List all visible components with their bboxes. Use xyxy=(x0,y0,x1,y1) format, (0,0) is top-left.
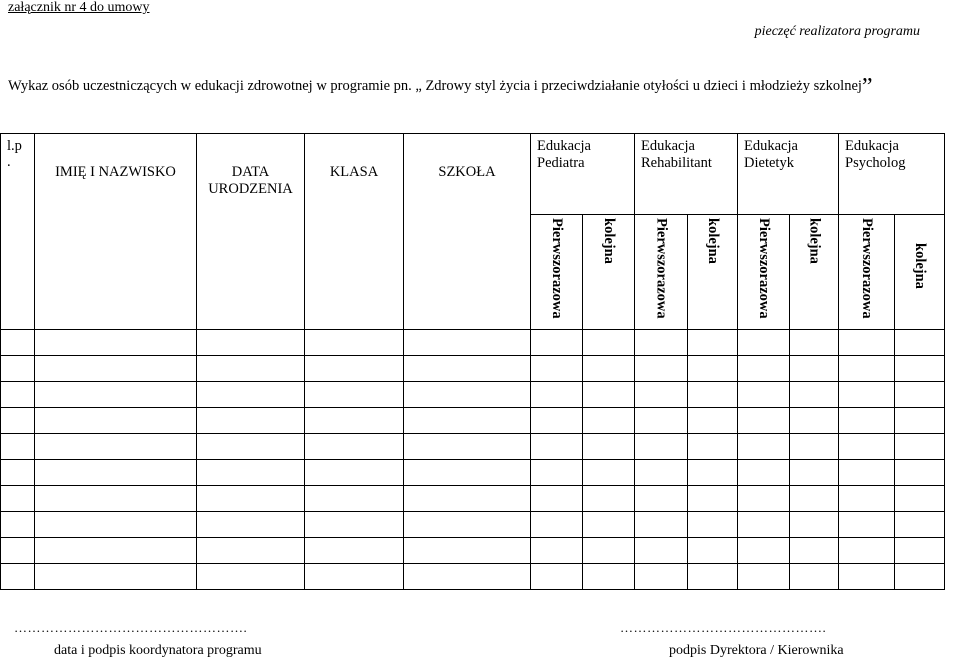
coordinator-signature-line: ……………………………………………. xyxy=(14,620,248,635)
table-cell[interactable] xyxy=(688,512,738,538)
table-cell[interactable] xyxy=(790,356,839,382)
table-cell[interactable] xyxy=(583,538,635,564)
table-cell[interactable] xyxy=(688,460,738,486)
edu-line2: Pediatra xyxy=(537,155,585,171)
sub-first-rehabilitant xyxy=(635,215,688,330)
edu-line1: Edukacja xyxy=(641,138,695,154)
table-cell[interactable] xyxy=(583,408,635,434)
table-cell[interactable] xyxy=(404,512,531,538)
table-cell[interactable] xyxy=(790,382,839,408)
title-close-quote: ” xyxy=(861,74,873,100)
header-name xyxy=(35,134,197,330)
table-cell[interactable] xyxy=(404,330,531,356)
header-school-text: SZKOŁA xyxy=(438,164,496,180)
table-cell[interactable] xyxy=(305,408,404,434)
table-cell[interactable] xyxy=(197,512,305,538)
table-cell[interactable] xyxy=(305,460,404,486)
table-cell[interactable] xyxy=(305,434,404,460)
table-cell[interactable] xyxy=(688,382,738,408)
header-lp-line1: l.p xyxy=(7,138,22,154)
edu-line1: Edukacja xyxy=(537,138,591,154)
table-cell[interactable] xyxy=(738,564,790,590)
table-cell[interactable] xyxy=(738,408,790,434)
header-dob xyxy=(197,134,305,330)
table-cell[interactable] xyxy=(197,564,305,590)
stamp-label: pieczęć realizatora programu xyxy=(754,24,920,39)
table-cell[interactable] xyxy=(895,408,945,434)
coordinator-signature-label: data i podpis koordynatora programu xyxy=(54,643,262,658)
table-row xyxy=(1,564,945,590)
table-cell[interactable] xyxy=(839,460,895,486)
table-cell[interactable] xyxy=(35,434,197,460)
table-row xyxy=(1,330,945,356)
table-cell[interactable] xyxy=(35,408,197,434)
table-cell[interactable] xyxy=(1,408,35,434)
header-row xyxy=(1,134,945,215)
header-edu-dietetyk xyxy=(738,134,839,215)
table-cell[interactable] xyxy=(197,356,305,382)
table-cell[interactable] xyxy=(738,512,790,538)
table-cell[interactable] xyxy=(583,486,635,512)
table-row xyxy=(1,408,945,434)
table-cell[interactable] xyxy=(635,356,688,382)
table-cell[interactable] xyxy=(1,460,35,486)
table-cell[interactable] xyxy=(738,460,790,486)
table-cell[interactable] xyxy=(1,486,35,512)
edu-line2: Psycholog xyxy=(845,155,906,171)
table-cell[interactable] xyxy=(738,538,790,564)
sub-first-pediatra xyxy=(531,215,583,330)
table-cell[interactable] xyxy=(197,434,305,460)
table-cell[interactable] xyxy=(197,486,305,512)
header-name-text: IMIĘ I NAZWISKO xyxy=(55,164,176,180)
table-cell[interactable] xyxy=(688,356,738,382)
table-cell[interactable] xyxy=(688,330,738,356)
table-cell[interactable] xyxy=(839,382,895,408)
table-cell[interactable] xyxy=(197,330,305,356)
table-cell[interactable] xyxy=(583,460,635,486)
table-cell[interactable] xyxy=(790,434,839,460)
table-cell[interactable] xyxy=(839,330,895,356)
table-cell[interactable] xyxy=(35,330,197,356)
table-cell[interactable] xyxy=(635,486,688,512)
participants-table xyxy=(0,133,945,590)
table-cell[interactable] xyxy=(738,382,790,408)
table-cell[interactable] xyxy=(35,512,197,538)
edu-line2: Rehabilitant xyxy=(641,155,712,171)
table-cell[interactable] xyxy=(404,460,531,486)
header-edu-pediatra xyxy=(531,134,635,215)
sub-first-label: Pierwszorazowa xyxy=(549,218,565,319)
table-cell[interactable] xyxy=(635,408,688,434)
table-cell[interactable] xyxy=(738,434,790,460)
header-dob-line1: DATA xyxy=(231,164,270,180)
edu-line2: Dietetyk xyxy=(744,155,794,171)
table-cell[interactable] xyxy=(688,486,738,512)
table-cell[interactable] xyxy=(583,330,635,356)
director-signature-line: ………………………………………. xyxy=(620,620,827,635)
table-cell[interactable] xyxy=(688,408,738,434)
table-cell[interactable] xyxy=(305,382,404,408)
header-edu-rehabilitant xyxy=(635,134,738,215)
table-cell[interactable] xyxy=(531,434,583,460)
table-cell[interactable] xyxy=(35,486,197,512)
table-cell[interactable] xyxy=(531,330,583,356)
table-cell[interactable] xyxy=(583,512,635,538)
table-row xyxy=(1,460,945,486)
table-cell[interactable] xyxy=(839,538,895,564)
header-edu-psycholog xyxy=(839,134,945,215)
table-cell[interactable] xyxy=(305,564,404,590)
title-prefix: Wykaz osób uczestniczących w edukacji zdrowotnej w programie pn. xyxy=(8,78,416,94)
table-cell[interactable] xyxy=(839,512,895,538)
table-cell[interactable] xyxy=(531,512,583,538)
table-cell[interactable] xyxy=(839,434,895,460)
table-cell[interactable] xyxy=(1,382,35,408)
table-cell[interactable] xyxy=(790,460,839,486)
sub-first-dietetyk xyxy=(738,215,790,330)
data-rows xyxy=(1,330,945,590)
table-cell[interactable] xyxy=(305,486,404,512)
table-row xyxy=(1,486,945,512)
table-cell[interactable] xyxy=(197,382,305,408)
table-cell[interactable] xyxy=(35,356,197,382)
header-lp-line2: . xyxy=(7,154,11,170)
table-cell[interactable] xyxy=(895,460,945,486)
table-cell[interactable] xyxy=(404,538,531,564)
table-cell[interactable] xyxy=(790,564,839,590)
edu-line1: Edukacja xyxy=(845,138,899,154)
table-row xyxy=(1,512,945,538)
table-row xyxy=(1,382,945,408)
table-cell[interactable] xyxy=(738,486,790,512)
table-cell[interactable] xyxy=(583,382,635,408)
table-cell[interactable] xyxy=(404,486,531,512)
table-row xyxy=(1,538,945,564)
table-cell[interactable] xyxy=(531,538,583,564)
table-cell[interactable] xyxy=(738,330,790,356)
table-cell[interactable] xyxy=(895,486,945,512)
table-cell[interactable] xyxy=(895,330,945,356)
table-cell[interactable] xyxy=(635,382,688,408)
table-cell[interactable] xyxy=(1,512,35,538)
sub-next-dietetyk xyxy=(790,215,839,330)
table-cell[interactable] xyxy=(688,564,738,590)
table-row xyxy=(1,356,945,382)
document-title xyxy=(8,74,873,100)
table-cell[interactable] xyxy=(839,356,895,382)
table-cell[interactable] xyxy=(531,460,583,486)
table-cell[interactable] xyxy=(35,564,197,590)
table-cell[interactable] xyxy=(635,564,688,590)
sub-next-label: kolejna xyxy=(912,243,929,289)
table-cell[interactable] xyxy=(790,408,839,434)
header-school xyxy=(404,134,531,330)
header-class xyxy=(305,134,404,330)
table-cell[interactable] xyxy=(688,538,738,564)
sub-next-pediatra xyxy=(583,215,635,330)
table-cell[interactable] xyxy=(404,356,531,382)
table-cell[interactable] xyxy=(197,538,305,564)
table-cell[interactable] xyxy=(531,486,583,512)
sub-first-psycholog xyxy=(839,215,895,330)
sub-next-rehabilitant xyxy=(688,215,738,330)
table-cell[interactable] xyxy=(404,382,531,408)
table-cell[interactable] xyxy=(635,512,688,538)
table-cell[interactable] xyxy=(635,460,688,486)
table-cell[interactable] xyxy=(895,434,945,460)
table-cell[interactable] xyxy=(790,512,839,538)
annex-label: załącznik nr 4 do umowy xyxy=(8,0,150,15)
table-cell[interactable] xyxy=(583,434,635,460)
table-cell[interactable] xyxy=(531,408,583,434)
table-cell[interactable] xyxy=(404,564,531,590)
title-open-quote: „ xyxy=(415,78,422,94)
table-cell[interactable] xyxy=(790,330,839,356)
header-lp xyxy=(1,134,35,330)
table-cell[interactable] xyxy=(1,538,35,564)
table-cell[interactable] xyxy=(895,512,945,538)
table-cell[interactable] xyxy=(583,356,635,382)
table-cell[interactable] xyxy=(635,330,688,356)
table-cell[interactable] xyxy=(895,382,945,408)
table-cell[interactable] xyxy=(1,434,35,460)
table-cell[interactable] xyxy=(635,434,688,460)
table-cell[interactable] xyxy=(790,486,839,512)
table-cell[interactable] xyxy=(305,330,404,356)
table-cell[interactable] xyxy=(839,564,895,590)
table-cell[interactable] xyxy=(895,538,945,564)
table-cell[interactable] xyxy=(305,538,404,564)
table-cell[interactable] xyxy=(1,356,35,382)
table-cell[interactable] xyxy=(305,512,404,538)
sub-first-label: Pierwszorazowa xyxy=(756,218,773,319)
sub-next-label: kolejna xyxy=(806,218,823,264)
table-cell[interactable] xyxy=(35,382,197,408)
table-cell[interactable] xyxy=(531,356,583,382)
table-cell[interactable] xyxy=(1,564,35,590)
table-cell[interactable] xyxy=(839,408,895,434)
table-cell[interactable] xyxy=(635,538,688,564)
program-name: Zdrowy styl życia i przeciwdziałanie otyłości u dzieci i młodzieży szkolnej xyxy=(425,78,862,94)
table-cell[interactable] xyxy=(839,486,895,512)
table-cell[interactable] xyxy=(688,434,738,460)
table-cell[interactable] xyxy=(895,356,945,382)
director-signature-label: podpis Dyrektora / Kierownika xyxy=(669,643,844,658)
table-cell[interactable] xyxy=(531,564,583,590)
edu-line1: Edukacja xyxy=(744,138,798,154)
table-cell[interactable] xyxy=(197,460,305,486)
sub-next-label: kolejna xyxy=(705,218,722,264)
header-dob-line2: URODZENIA xyxy=(208,181,293,197)
header-class-text: KLASA xyxy=(329,164,379,180)
table-cell[interactable] xyxy=(197,408,305,434)
sub-next-label: kolejna xyxy=(601,218,617,264)
table-cell[interactable] xyxy=(35,538,197,564)
table-row xyxy=(1,434,945,460)
table-cell[interactable] xyxy=(404,434,531,460)
table-cell[interactable] xyxy=(583,564,635,590)
table-cell[interactable] xyxy=(1,330,35,356)
sub-next-psycholog xyxy=(895,215,945,330)
table-cell[interactable] xyxy=(35,460,197,486)
table-cell[interactable] xyxy=(895,564,945,590)
table-cell[interactable] xyxy=(790,538,839,564)
table-cell[interactable] xyxy=(738,356,790,382)
table-cell[interactable] xyxy=(404,408,531,434)
table-cell[interactable] xyxy=(531,382,583,408)
sub-first-label: Pierwszorazowa xyxy=(859,218,876,319)
sub-first-label: Pierwszorazowa xyxy=(653,218,670,319)
table-cell[interactable] xyxy=(305,356,404,382)
